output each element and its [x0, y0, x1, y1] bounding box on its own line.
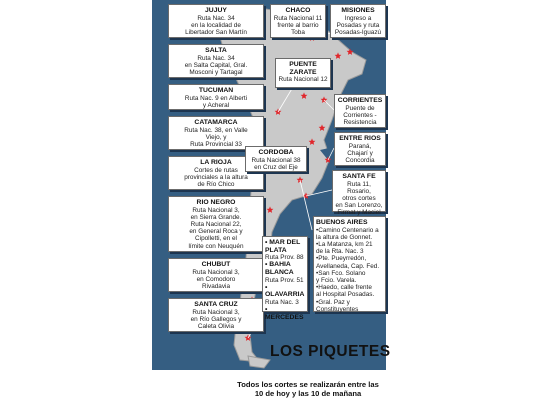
box-tucuman-name: TUCUMAN: [198, 87, 234, 94]
bahia-blanca-name: • BAHIA BLANCA: [265, 261, 294, 276]
box-santa-fe-desc: Ruta 11, Rosario, otros cortes en San Lorenzo, Firmat y Maciel: [335, 180, 383, 217]
box-entre-rios-desc: Paraná, Chajarí y Concordia: [345, 142, 375, 164]
box-rio-negro-name: RIO NEGRO: [196, 199, 236, 206]
box-catamarca-name: CATAMARCA: [194, 119, 238, 126]
buenos-aires-item: •Pte. Pueyrredón, Avellaneda, Cap. Fed.: [316, 255, 380, 270]
box-chubut: [168, 258, 264, 292]
box-rio-negro: [168, 196, 264, 252]
box-puente-zarate-name: PUENTE ZARATE: [289, 61, 317, 76]
box-santa-fe: [332, 170, 386, 217]
buenos-aires-item: •Gral. Paz y Constituyentes: [316, 298, 359, 313]
box-catamarca: [168, 116, 264, 150]
box-corrientes: [334, 94, 386, 128]
box-jujuy: [168, 4, 264, 38]
box-puente-zarate-desc: Ruta Nacional 12: [278, 76, 328, 84]
box-chubut-name: CHUBUT: [201, 261, 231, 268]
mercedes-name: • MERCEDES: [265, 306, 304, 321]
box-rio-negro-desc: Ruta Nacional 3, en Sierra Grande. Ruta Nacional 22, en General Roca y Cipolletti, en el límite con Neuquén: [188, 206, 244, 250]
box-salta-desc: Ruta Nac. 34 en Salta Capital, Gral. Mosconi y Tartagal: [184, 54, 248, 76]
box-chaco: [270, 4, 326, 38]
box-chaco-name: CHACO: [285, 7, 311, 14]
buenos-aires-item: •Haedo, calle frente al Hospital Posadas.: [316, 284, 375, 299]
box-buenos-aires: [313, 216, 386, 312]
infographic-title: LOS PIQUETES: [270, 343, 391, 360]
infographic-footer: Todos los cortes se realizarán entre las 10 de hoy y las 10 de mañana: [237, 380, 379, 398]
box-misiones: [330, 4, 386, 38]
box-la-rioja-name: LA RIOJA: [200, 159, 232, 166]
box-cordoba: [245, 146, 307, 172]
box-corrientes-desc: Puente de Corrientes - Resistencia: [343, 104, 377, 126]
box-sur-bonaerense: [262, 236, 308, 321]
buenos-aires-item: •San Fco. Solano y Fcio. Varela.: [316, 269, 366, 285]
box-misiones-desc: Ingreso a Posadas y ruta Posadas-Iguazú: [334, 14, 382, 36]
buenos-aires-item: •La Matanza, km 21 de la Rta. Nac. 3: [316, 241, 373, 256]
box-entre-rios: [334, 132, 386, 166]
box-santa-cruz-name: SANTA CRUZ: [194, 301, 238, 308]
tierra-del-fuego: [248, 356, 270, 368]
box-salta-name: SALTA: [205, 47, 227, 54]
box-chubut-desc: Ruta Nacional 3, en Comodoro Rivadavia: [192, 268, 240, 290]
box-cordoba-name: CORDOBA: [258, 149, 294, 156]
box-santa-cruz: [168, 298, 264, 332]
box-tucuman-desc: Ruta Nac. 9 en Alberti y Acheral: [184, 94, 248, 109]
box-buenos-aires-name: BUENOS AIRES: [316, 219, 368, 226]
mar-del-plata-desc: Ruta Prov. 88: [265, 254, 304, 262]
box-santa-cruz-desc: Ruta Nacional 3, en Río Gallegos y Caleta Olivia: [190, 308, 242, 330]
box-tucuman: [168, 84, 264, 110]
mar-del-plata-name: • MAR DEL PLATA: [265, 239, 301, 254]
box-jujuy-name: JUJUY: [205, 7, 227, 14]
box-entre-rios-name: ENTRE RIOS: [339, 135, 381, 142]
bahia-blanca-desc: Ruta Prov. 51: [265, 276, 304, 284]
box-santa-fe-name: SANTA FE: [342, 173, 376, 180]
box-cordoba-desc: Ruta Nacional 38 en Cruz del Eje: [251, 156, 301, 171]
buenos-aires-item: •Camino Centenario a la altura de Gonnet.: [316, 226, 379, 241]
box-salta: [168, 44, 264, 78]
box-catamarca-desc: Ruta Nac. 38, en Valle Viejo, y Ruta Provincial 33: [184, 126, 248, 148]
olavarria-desc: Ruta Nac. 3: [265, 298, 299, 306]
box-chaco-desc: Ruta Nacional 11 frente al barrio Toba: [273, 14, 323, 36]
box-corrientes-name: CORRIENTES: [337, 97, 383, 104]
box-puente-zarate: [275, 58, 331, 88]
box-jujuy-desc: Ruta Nac. 34 en la localidad de Libertador San Martín: [185, 14, 247, 36]
box-misiones-name: MISIONES: [341, 7, 375, 14]
box-la-rioja-desc: Cortes de rutas provinciales a la altura de Río Chico: [184, 166, 248, 188]
olavarria-name: • OLAVARRIA: [265, 283, 305, 299]
